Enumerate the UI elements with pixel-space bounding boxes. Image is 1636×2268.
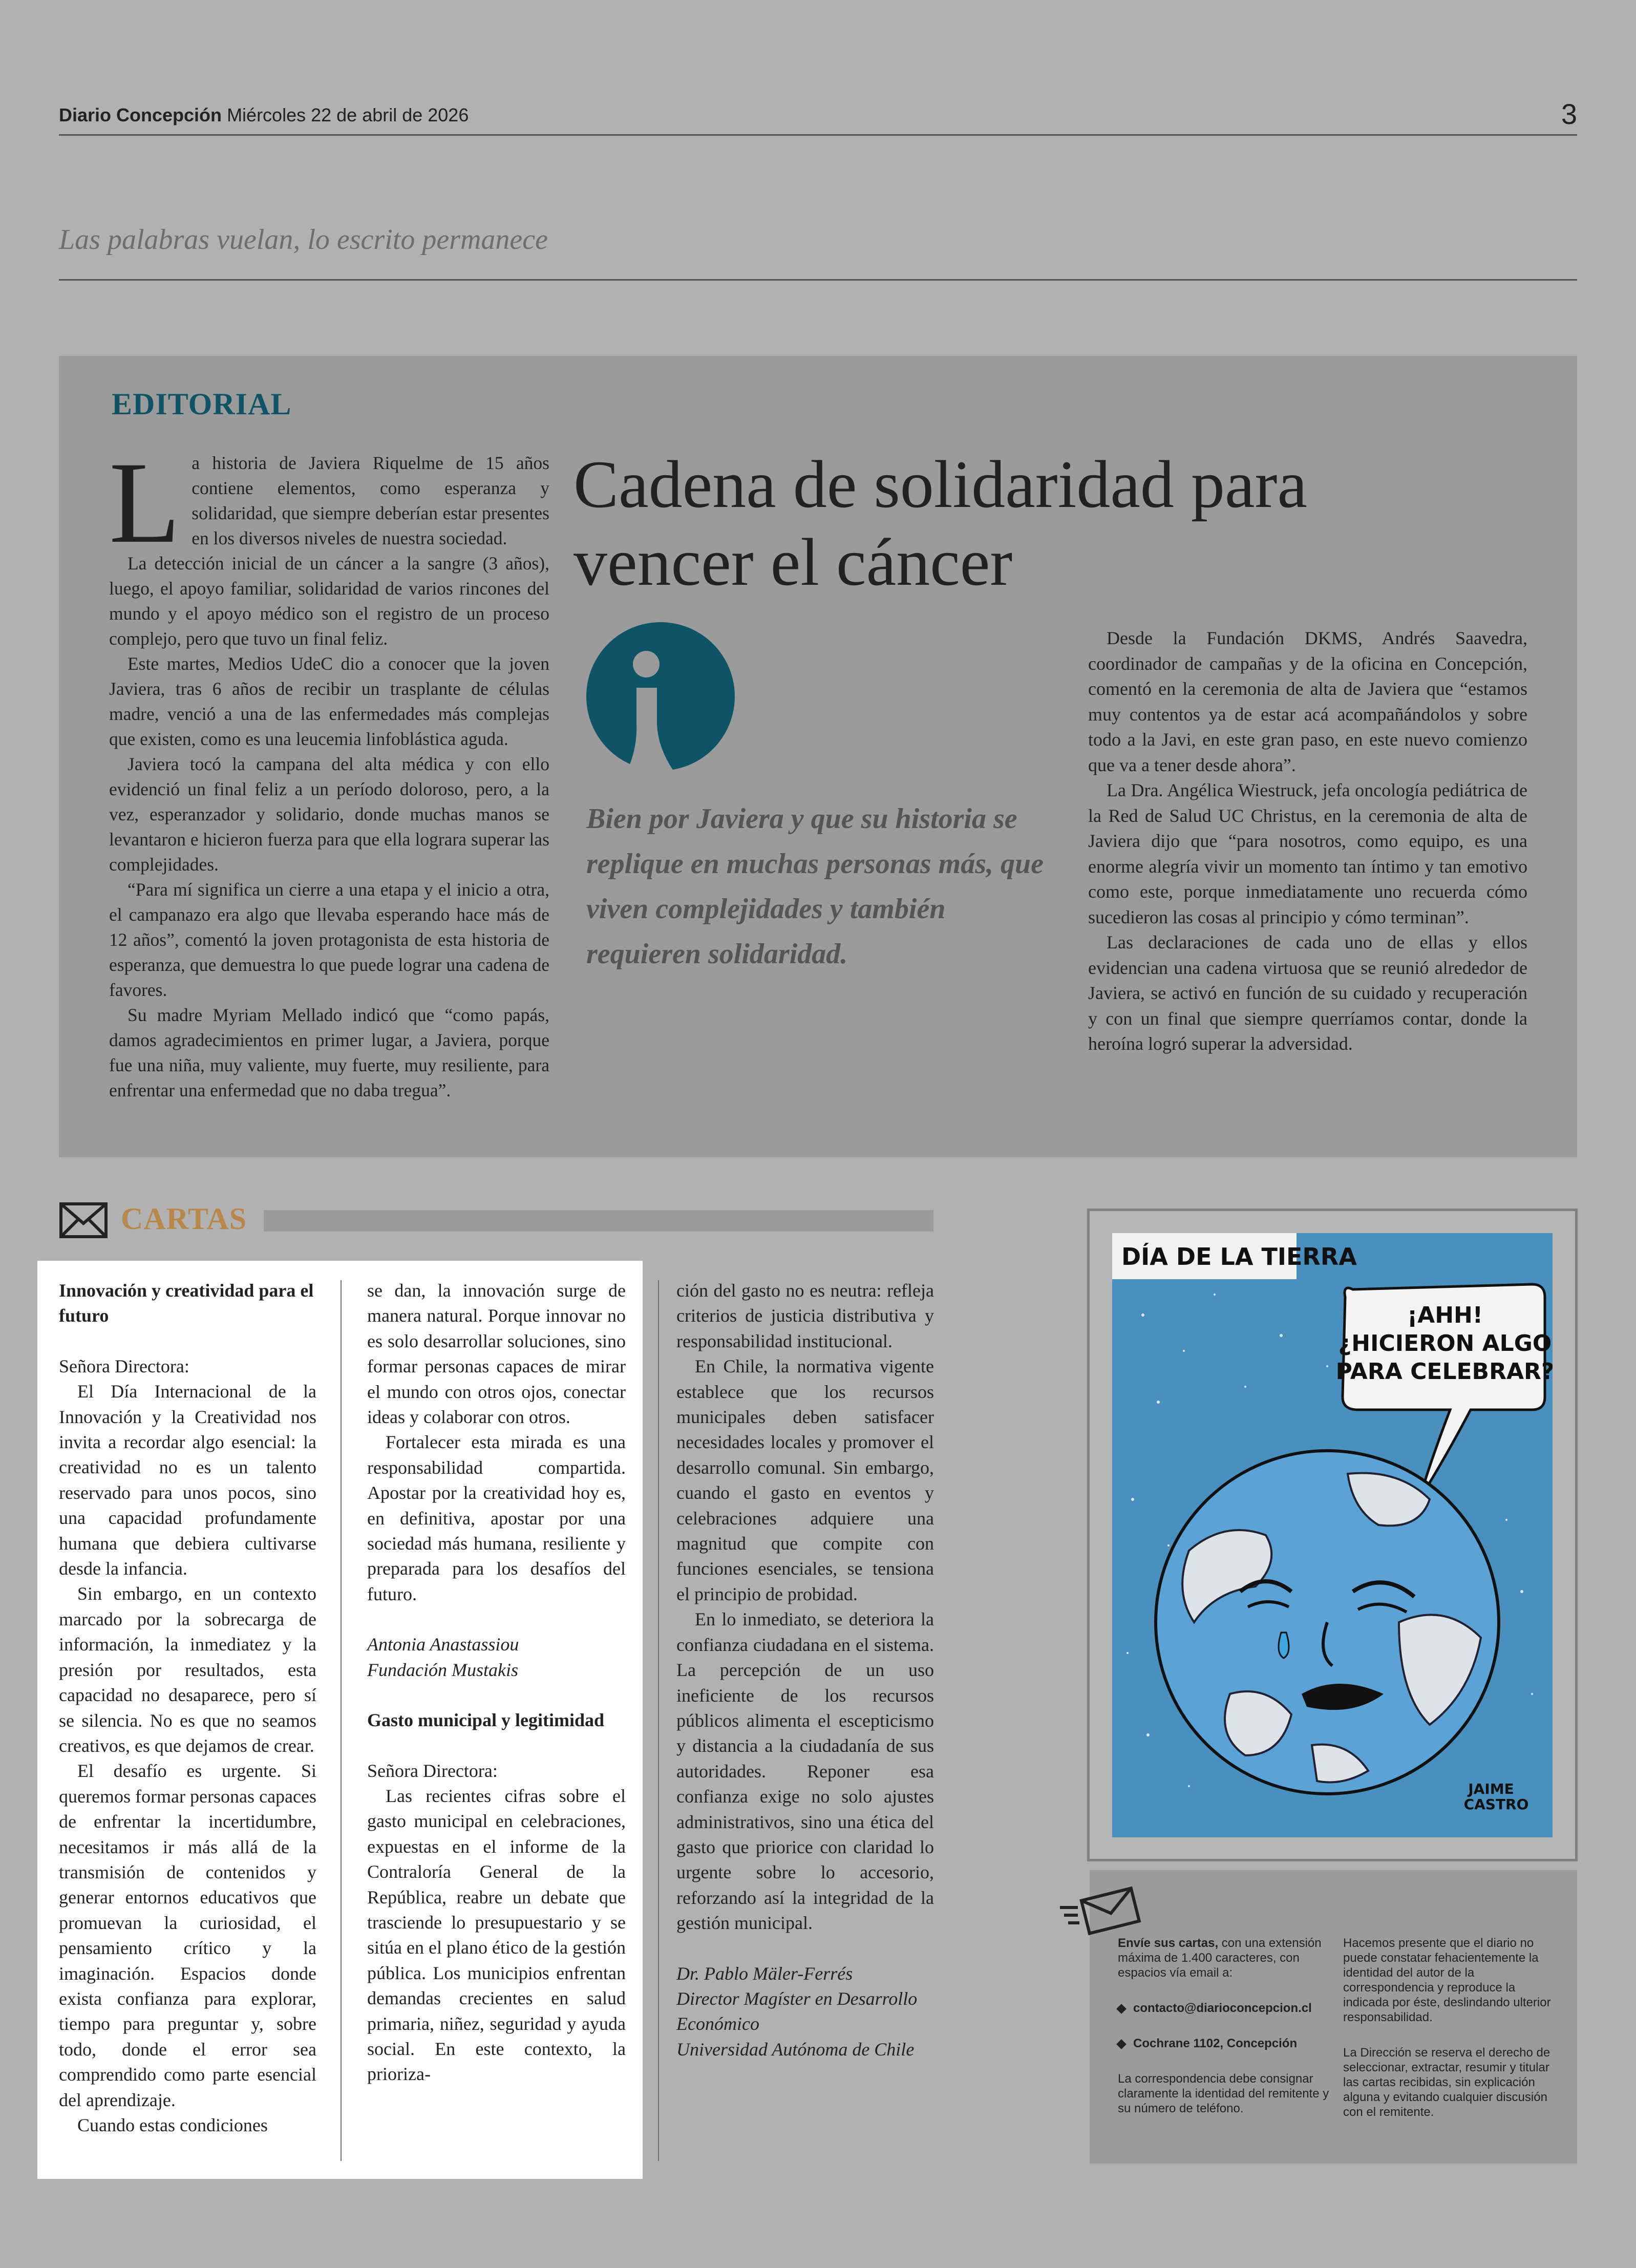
letter-signature-title: Director Magíster en Desarrollo Económico bbox=[676, 1988, 918, 2034]
letter-paragraph: Las recientes cifras sobre el gasto municipal en celebraciones, expuestas en el informe de la Contraloría General de la República, reabre un debate que trasciende lo presupuestario y se sitúa en el plano ético de la gestión pública. Los municipios enfrentan demandas crecientes en salud primaria, niñez, seguridad y ayuda social. En este contexto, la prioriza- bbox=[367, 1785, 626, 2085]
earth-day-cartoon bbox=[1112, 1233, 1553, 1837]
cartoonist-signature: CASTRO bbox=[1463, 1796, 1529, 1813]
info-icon bbox=[586, 622, 735, 771]
masthead bbox=[59, 104, 469, 126]
letter-signature-org: Universidad Autónoma de Chile bbox=[676, 2039, 915, 2060]
drop-cap: L bbox=[109, 438, 181, 567]
letter-signature-name: Dr. Pablo Mäler-Ferrés bbox=[676, 1963, 853, 1984]
info-column-right bbox=[1343, 1936, 1558, 2119]
editorial-paragraph: Este martes, Medios UdeC dio a conocer que la joven Javiera, tras 6 años de recibir un trasplante de células madre, venció a una de las enfermedades más complejas que existen, como es una leucemia linfoblástica aguda. bbox=[109, 653, 549, 749]
letter-title: Gasto municipal y legitimidad bbox=[367, 1710, 605, 1731]
letter-paragraph: ción del gasto no es neutra: refleja criterios de justicia distributiva y responsabilidad institucional. bbox=[676, 1280, 934, 1351]
editorial-paragraph: La historia de Javiera Riquelme de 15 años contiene elementos, como esperanza y solidaridad, que siempre deberían estar presentes en los diversos niveles de nuestra sociedad. bbox=[109, 438, 549, 567]
speech-line: ¡AHH! bbox=[1407, 1302, 1483, 1328]
cartoon-title: DÍA DE LA TIERRA bbox=[1121, 1243, 1357, 1270]
section-motto: Las palabras vuelan, lo escrito permanece bbox=[59, 224, 548, 256]
letter-salutation: Señora Directora: bbox=[367, 1760, 498, 1781]
letters-column-2 bbox=[367, 1278, 626, 2087]
editorial-paragraph: La detección inicial de un cáncer a la sangre (3 años), luego, el apoyo familiar, solidaridad de varios rincones del mundo y el apoyo médico son el registro de un proceso complejo, pero que tuvo un final feliz. bbox=[109, 553, 549, 649]
letters-column-1 bbox=[59, 1278, 316, 2138]
page-number: 3 bbox=[1561, 98, 1577, 130]
paper-name: Diario Concepción bbox=[59, 104, 222, 125]
editorial-label: EDITORIAL bbox=[112, 387, 292, 421]
info-column-left bbox=[1118, 1936, 1333, 2116]
letter-title: Innovación y creatividad para el futuro bbox=[59, 1280, 314, 1326]
earth-character bbox=[1156, 1451, 1499, 1794]
letter-paragraph: El desafío es urgente. Si queremos formar personas capaces de enfrentar la incertidumbre, necesitamos ir más allá de la transmisión de contenidos y generar entornos educativos que promuevan la curiosidad, el pensamiento crítico y la imaginación. Espacios donde exista confianza para explorar, tiempo para preguntar y, sobre todo, donde el error sea comprendido como parte esencial del aprendizaje. bbox=[59, 1761, 316, 2110]
cartas-header-bar bbox=[264, 1210, 933, 1232]
letter-paragraph: Fortalecer esta mirada es una responsabilidad compartida. Apostar por la creatividad hoy es, en definitiva, apostar por una sociedad más humana, resiliente y preparada para los desafíos del futuro. bbox=[367, 1432, 626, 1604]
editorial-column-1 bbox=[109, 438, 549, 1103]
motto-rule bbox=[59, 279, 1577, 281]
envelope-icon bbox=[59, 1201, 108, 1240]
header-rule bbox=[59, 134, 1577, 136]
editorial-paragraph: Javiera tocó la campana del alta médica y con ello evidenció un final feliz a un período doloroso, pero, a la vez, esperanzador y solidario, donde muchas manos se levantaron e hicieron fuerza para que ella lograra superar las complejidades. bbox=[109, 754, 549, 875]
speech-line: ¿HICIERON ALGO bbox=[1338, 1330, 1552, 1356]
letter-salutation: Señora Directora: bbox=[59, 1355, 189, 1376]
editorial-paragraph: “Para mí significa un cierre a una etapa y el inicio a otra, el campanazo era algo que llevaba esperando hace más de 12 años”, comentó la joven protagonista de esta historia de esperanza, que demuestra lo que puede lograr una cadena de favores. bbox=[109, 879, 549, 1000]
letter-signature-org: Fundación Mustakis bbox=[367, 1659, 518, 1680]
editorial-paragraph: Las declaraciones de cada uno de ellas y ellos evidencian una cadena virtuosa que se reunió alrededor de Javiera, se activó en función de su cuidado y recuperación y con un final que siempre querríamos contar, donde la heroína logró superar la adversidad. bbox=[1088, 932, 1527, 1054]
info-email[interactable]: contacto@diarioconcepcion.cl bbox=[1118, 2001, 1333, 2016]
diamond-bullet-icon bbox=[1116, 2004, 1127, 2014]
editorial-paragraph: La Dra. Angélica Wiestruck, jefa oncología pediátrica de la Red de Salud UC Christus, en la ceremonia de alta de Javiera dijo que “para nosotros, como equipo, es una enorme alegría vivir un momento tan íntimo y tan emotivo como este, porque inmediatamente uno recuerda cómo sucedieron las cosas al principio y cómo terminan”. bbox=[1088, 780, 1527, 927]
editorial-paragraph: Desde la Fundación DKMS, Andrés Saavedra, coordinador de campañas y de la oficina en Concepción, comentó en la ceremonia de alta de Javiera que “estamos muy contentos ya de estar acá acompañándolos y sobre todo a la Javi, en este gran paso, en este nuevo comienzo que va a tener desde ahora”. bbox=[1088, 628, 1527, 775]
letters-column-3 bbox=[676, 1278, 934, 2062]
letter-paragraph: El Día Internacional de la Innovación y la Creatividad nos invita a recordar algo esencial: la creatividad no es un talento reservado para unos pocos, sino una capacidad profundamente humana que debiera cultivarse desde la infancia. bbox=[59, 1381, 316, 1579]
letter-paragraph: En Chile, la normativa vigente establece que los recursos municipales deben satisfacer necesidades locales y promover el desarrollo comunal. Sin embargo, cuando el gasto en eventos y celebraciones adquiere una magnitud que compite con funciones esenciales, se tensiona el principio de probidad. bbox=[676, 1356, 934, 1604]
editorial-pull-quote: Bien por Javiera y que su historia se replique en muchas personas más, que viven complejidades y también requieren solidaridad. bbox=[586, 803, 1044, 970]
editorial-paragraph: Su madre Myriam Mellado indicó que “como papás, damos agradecimientos en primer lugar, a Javiera, porque fue una niña, muy valiente, muy fuerte, muy resiliente, para enfrentar una enfermedad que no daba tregua”. bbox=[109, 1005, 549, 1100]
info-send-text: Envíe sus cartas, con una extensión máxima de 1.400 caracteres, con espacios vía email a: bbox=[1118, 1936, 1322, 1980]
info-disclaimer: La Dirección se reserva el derecho de seleccionar, extractar, resumir y titular las cartas recibidas, sin explicación alguna y evitando cualquier discusión con el remitente. bbox=[1343, 2046, 1550, 2119]
info-disclaimer: Hacemos presente que el diario no puede constatar fehacientemente la identidad del autor de la correspondencia y reproduce la indicada por éste, deslindando ulterior responsabilidad. bbox=[1343, 1936, 1551, 2024]
letter-paragraph: En lo inmediato, se deteriora la confianza ciudadana en el sistema. La percepción de un uso ineficiente de los recursos públicos alimenta el escepticismo y distancia a la ciudadanía de sus autoridades. Reponer esa confianza exige no solo ajustes administrativos, sino una ética del gasto que priorice con claridad lo urgente sobre lo accesorio, reforzando así la integridad de la gestión municipal. bbox=[676, 1609, 934, 1934]
letter-paragraph: se dan, la innovación surge de manera natural. Porque innovar no es solo desarrollar soluciones, sino formar personas capaces de mirar el mundo con otros ojos, conectar ideas y colaborar con otros. bbox=[367, 1280, 626, 1428]
info-address: Cochrane 1102, Concepción bbox=[1118, 2036, 1333, 2051]
letter-signature-name: Antonia Anastassiou bbox=[367, 1634, 519, 1655]
editorial-column-3 bbox=[1088, 626, 1527, 1057]
info-requirements: La correspondencia debe consignar claramente la identidad del remitente y su número de teléfono. bbox=[1118, 2072, 1329, 2115]
diamond-bullet-icon bbox=[1116, 2039, 1127, 2049]
letter-paragraph: Cuando estas condiciones bbox=[77, 2115, 268, 2135]
mail-send-icon bbox=[1055, 1879, 1142, 1936]
column-divider bbox=[658, 1280, 659, 2161]
letter-paragraph: Sin embargo, en un contexto marcado por la sobrecarga de información, la inmediatez y la presión por resultados, esta capacidad no desaparece, pero sí se silencia. No es que no seamos creativos, es que dejamos de crear. bbox=[59, 1583, 316, 1756]
cartas-label: CARTAS bbox=[121, 1202, 247, 1236]
issue-date: Miércoles 22 de abril de 2026 bbox=[227, 104, 469, 125]
column-divider bbox=[341, 1280, 342, 2161]
cartoonist-signature: JAIME bbox=[1468, 1781, 1514, 1797]
speech-line: PARA CELEBRAR? bbox=[1335, 1359, 1553, 1385]
editorial-headline: Cadena de solidaridad para vencer el cáncer bbox=[573, 447, 1308, 600]
